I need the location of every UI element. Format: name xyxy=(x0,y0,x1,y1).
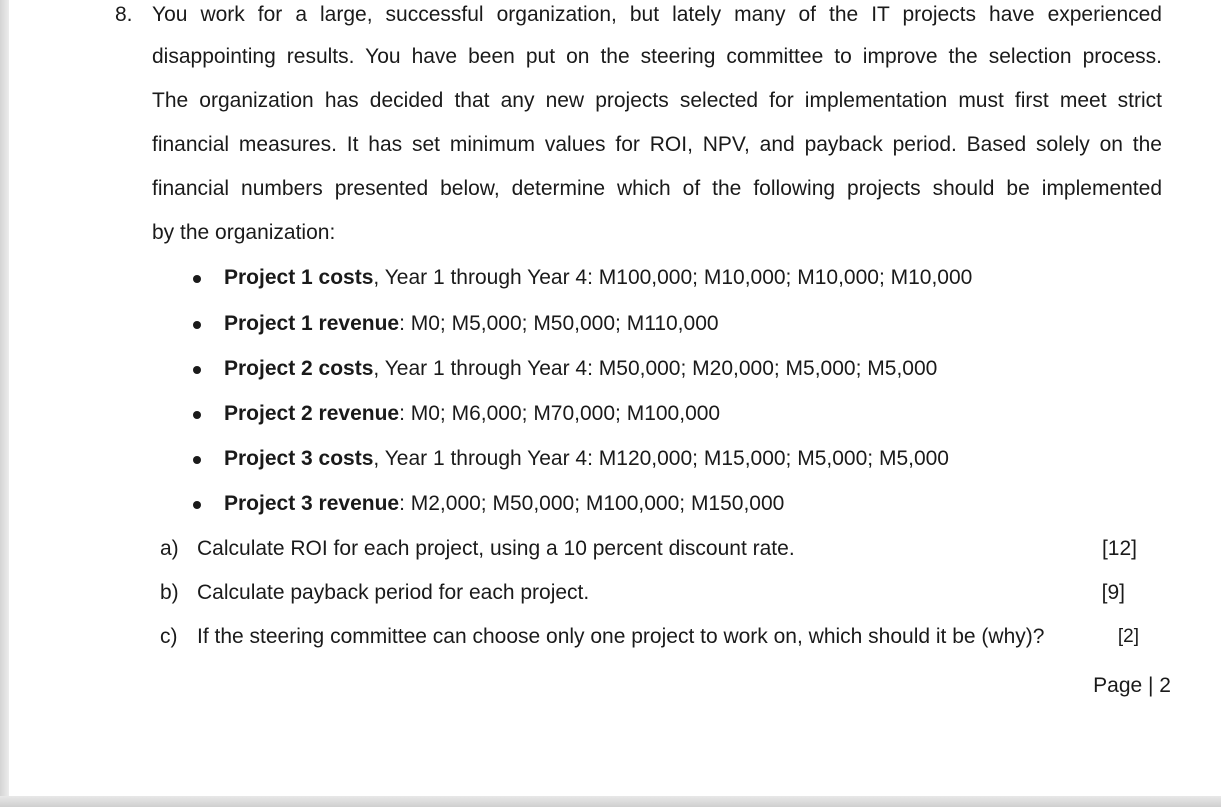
sub-question-letter: c) xyxy=(160,625,178,648)
bullet-icon xyxy=(193,275,201,283)
list-item-detail: , Year 1 through Year 4: M100,000; M10,000; M10,000; M10,000 xyxy=(373,266,973,289)
sub-question-text: If the steering committee can choose only one project to work on, which should it be (why)? xyxy=(197,625,1045,648)
list-item xyxy=(152,400,1162,428)
list-item-label: Project 3 costs xyxy=(224,447,374,470)
list-item-detail: : M2,000; M50,000; M100,000; M150,000 xyxy=(399,492,785,515)
left-page-edge xyxy=(0,0,9,807)
list-item-detail: , Year 1 through Year 4: M120,000; M15,000; M5,000; M5,000 xyxy=(373,447,949,470)
list-item xyxy=(152,264,1162,292)
question-line-5: financial numbers presented below, determine which of the following projects should be implemented xyxy=(152,177,1162,200)
question-line-3: The organization has decided that any new projects selected for implementation must first meet strict xyxy=(152,89,1162,112)
list-item xyxy=(152,490,1162,518)
list-item-detail: : M0; M6,000; M70,000; M100,000 xyxy=(399,402,721,425)
sub-question-text: Calculate ROI for each project, using a 10 percent discount rate. xyxy=(197,537,795,560)
list-item-text xyxy=(224,310,719,338)
question-line-1: You work for a large, successful organization, but lately many of the IT projects have experienced xyxy=(152,3,1162,26)
list-item xyxy=(152,310,1162,338)
list-item-text xyxy=(224,264,972,292)
list-item-label: Project 1 costs xyxy=(224,266,374,289)
sub-question-marks: [2] xyxy=(1117,626,1139,647)
bullet-icon xyxy=(193,366,201,374)
document-page xyxy=(9,0,1221,796)
list-item xyxy=(152,445,1162,473)
sub-question-b xyxy=(152,579,1137,607)
question-line-4: financial measures. It has set minimum values for ROI, NPV, and payback period. Based solely on the xyxy=(152,133,1162,156)
list-item-label: Project 3 revenue xyxy=(224,492,400,515)
sub-question-marks: [12] xyxy=(1101,537,1137,560)
question-line-2: disappointing results. You have been put on the steering committee to improve the selection process. xyxy=(152,45,1162,68)
list-item-label: Project 1 revenue xyxy=(224,312,400,335)
list-item-text xyxy=(224,400,720,428)
sub-question-a xyxy=(152,535,1137,563)
bullet-icon xyxy=(193,456,201,464)
sub-question-text: Calculate payback period for each project. xyxy=(197,581,590,604)
sub-question-letter: b) xyxy=(160,581,179,604)
list-item-label: Project 2 revenue xyxy=(224,402,400,425)
list-item-label: Project 2 costs xyxy=(224,357,374,380)
page-number: Page | 2 xyxy=(1093,674,1171,697)
list-item-text xyxy=(224,490,784,518)
list-item-detail: , Year 1 through Year 4: M50,000; M20,000; M5,000; M5,000 xyxy=(373,357,938,380)
sub-question-c xyxy=(152,623,1137,651)
bullet-icon xyxy=(193,501,201,509)
sub-question-letter: a) xyxy=(160,537,179,560)
list-item xyxy=(152,355,1162,383)
bullet-icon xyxy=(193,411,201,419)
question-line-6: by the organization: xyxy=(152,221,336,244)
question-number: 8. xyxy=(115,3,133,26)
list-item-text xyxy=(224,445,949,473)
list-item-text xyxy=(224,355,937,383)
bullet-icon xyxy=(193,321,201,329)
page-bottom-edge xyxy=(0,796,1221,807)
sub-question-marks: [9] xyxy=(1101,581,1125,604)
list-item-detail: : M0; M5,000; M50,000; M110,000 xyxy=(399,312,719,335)
